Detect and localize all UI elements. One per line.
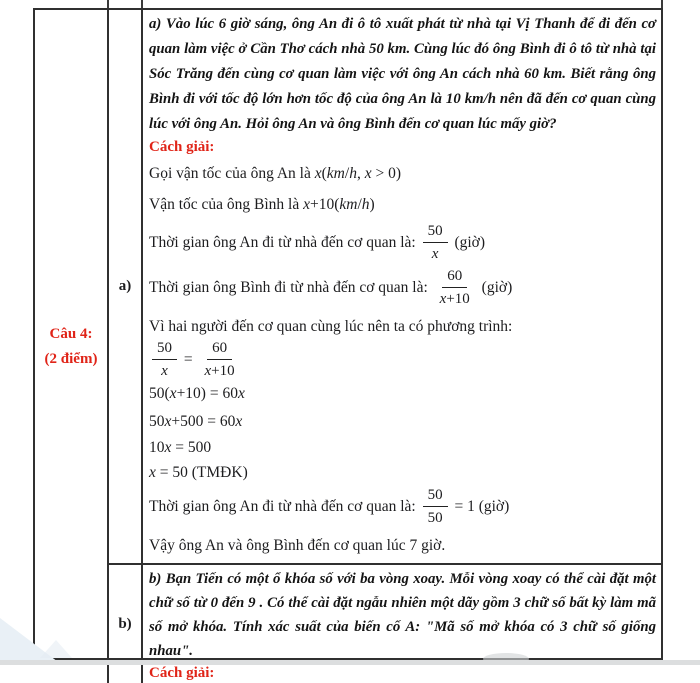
text-segment: (giờ) (450, 234, 486, 251)
solution-line (149, 265, 656, 310)
solution-line (149, 484, 656, 529)
text-segment: (giờ) (477, 279, 513, 296)
text-segment: ( (321, 164, 327, 182)
math-variable: km (339, 195, 358, 213)
text-segment: (TMĐK) (187, 463, 248, 481)
text-segment: Vận tốc của ông Bình là (149, 195, 304, 213)
text-segment: +500 = 60 (171, 412, 236, 430)
math-variable: x (164, 412, 172, 430)
fraction (435, 267, 475, 308)
question-points: (2 điểm) (44, 350, 98, 367)
text-segment: 60 (212, 340, 228, 356)
text-segment: > 0) (371, 164, 401, 182)
text-segment: Thời gian ông An đi từ nhà đến cơ quan là: (149, 498, 420, 515)
math-variable: h (349, 164, 357, 182)
math-variable: x (164, 438, 172, 456)
text-segment: 50 (157, 340, 172, 356)
text-segment: (giờ) (474, 498, 510, 515)
text-segment: = (180, 351, 197, 368)
part-a-label-cell (109, 10, 143, 563)
text-segment: 50 (427, 487, 443, 503)
solution-line (149, 315, 656, 337)
part-b-label-cell (109, 563, 143, 683)
method-heading-b: Cách giải: (149, 665, 215, 681)
text-segment: / (344, 164, 350, 182)
question-number: Câu 4: (49, 325, 93, 342)
text-segment: / (357, 195, 362, 213)
fraction (423, 222, 448, 263)
math-variable: x (235, 412, 243, 430)
table-line-stub (107, 0, 109, 8)
text-segment: = 50 (155, 463, 188, 481)
method-heading-a: Cách giải: (149, 139, 215, 155)
problem-statement-a: a) Vào lúc 6 giờ sáng, ông An đi ô tô xuất phát từ nhà tại Vị Thanh để đi đến cơ quan làm việc ở Cần Thơ cách nhà 50 km. Cùng lúc đó ông Bình đi ô tô từ nhà tại Sóc Trăng đến cùng cơ quan làm việc với ông An cách nhà 60 km. Biết rằng ông Bình đi với tốc độ lớn hơn tốc độ của ông An là 10 km/h nên đã đến cơ quan cùng lúc với ông An. Hỏi ông An và ông Bình đến cơ quan lúc mấy giờ? (149, 16, 656, 132)
math-variable: x (169, 384, 177, 402)
watermark-triangle (40, 640, 72, 658)
text-segment: 60 (447, 268, 463, 284)
text-segment: Vì hai người đến cơ quan cùng lúc nên ta có phương trình: (149, 317, 513, 335)
math-variable: x (204, 363, 212, 379)
solution-line (149, 193, 656, 215)
solution-line (149, 220, 656, 265)
text-segment: 50( (149, 384, 170, 402)
solution-line (149, 436, 656, 458)
math-variable: km (326, 164, 345, 182)
problem-statement-b: b) Bạn Tiến có một ổ khóa số với ba vòng xoay. Mỗi vòng xoay có thể cài đặt một chữ số từ 0 đến 9 . Có thể cài đặt ngẫu nhiên một dãy gồm 3 chữ số bất kỳ làm mã số mở khóa. Tính xác suất của biến cố A: "Mã số mở khóa có 3 chữ số giống nhau". (149, 571, 656, 659)
text-segment: Vậy ông An và ông Bình đến cơ quan lúc 7 giờ. (149, 536, 446, 554)
math-variable: x (431, 246, 439, 262)
solution-line (149, 461, 656, 483)
text-segment: Gọi vận tốc của ông An là (149, 164, 315, 182)
text-segment: , (356, 164, 365, 182)
solution-line (149, 162, 656, 184)
page-edge-strip (0, 660, 700, 665)
text-segment: 10 (149, 438, 165, 456)
solution-line (149, 382, 656, 404)
solution-table (33, 8, 663, 681)
question-label-cell (35, 10, 109, 683)
text-segment: = 1 (450, 498, 475, 515)
text-segment: +10) = 60 (176, 384, 238, 402)
text-segment: ) (369, 195, 375, 213)
table-line-stub (661, 0, 663, 8)
solution-steps-a (149, 162, 656, 556)
math-variable: x (237, 384, 245, 402)
text-segment: Thời gian ông Bình đi từ nhà đến cơ quan là: (149, 279, 432, 296)
math-variable: x (149, 463, 156, 481)
text-segment: = 500 (171, 438, 212, 456)
part-a-content-cell (143, 10, 661, 563)
math-variable: h (361, 195, 370, 213)
part-b-content-cell (143, 563, 661, 683)
text-segment: Thời gian ông An đi từ nhà đến cơ quan là: (149, 234, 420, 251)
text-segment: 50 (427, 510, 443, 526)
math-variable: x (314, 164, 322, 182)
solution-line (149, 410, 656, 432)
text-segment: +10( (310, 195, 340, 213)
fraction (423, 486, 448, 527)
text-segment: 50 (149, 412, 165, 430)
math-variable: x (161, 363, 168, 379)
math-variable: x (303, 195, 310, 213)
text-segment: 50 (427, 223, 443, 239)
part-a-label: a) (118, 278, 132, 294)
fraction (152, 339, 177, 380)
table-line-stub (141, 0, 143, 8)
math-variable: x (364, 164, 372, 182)
math-variable: x (439, 291, 447, 307)
fraction (200, 339, 240, 380)
solution-line (149, 534, 656, 556)
text-segment: +10 (446, 291, 470, 307)
solution-line (149, 337, 656, 382)
text-segment: +10 (211, 363, 235, 379)
part-b-label: b) (118, 615, 132, 632)
